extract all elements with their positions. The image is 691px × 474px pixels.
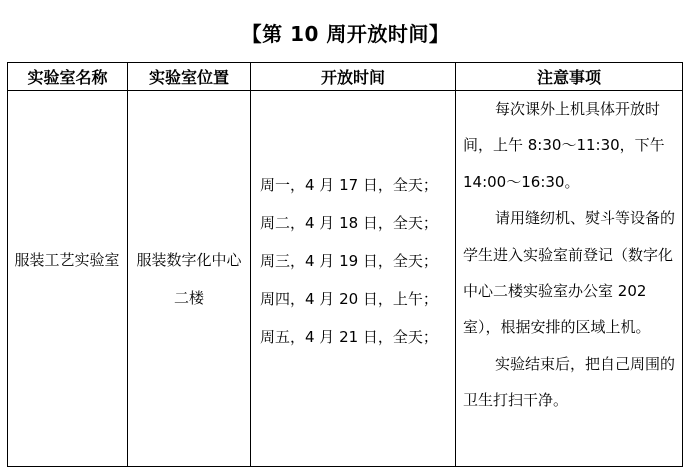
schedule-item: 周五，4 月 21 日，全天；	[260, 328, 438, 346]
note-cleanup: 实验结束后，把自己周围的卫生打扫干净。	[463, 354, 676, 410]
page-title: 【第 10 周开放时间】	[241, 22, 450, 46]
header-lab-name: 实验室名称	[27, 68, 108, 87]
column-divider-2	[250, 62, 251, 467]
notes-cell	[463, 91, 679, 419]
schedule-list	[260, 166, 454, 356]
note-open-hours: 每次课外上机具体开放时间，上午 8:30～11:30，下午 14:00～16:30。	[463, 100, 665, 191]
note-registration: 请用缝纫机、熨斗等设备的学生进入实验室前登记（数字化中心二楼实验室办公室 202 室），根据安排的区域上机。	[463, 209, 676, 337]
table-border-right	[682, 62, 683, 467]
lab-location-cell	[134, 241, 244, 317]
schedule-item: 周三，4 月 19 日，全天；	[260, 252, 438, 270]
lab-name-text: 服装工艺实验室	[14, 251, 120, 269]
header-open-time: 开放时间	[320, 68, 385, 87]
schedule-item: 周一，4 月 17 日，全天；	[260, 176, 438, 194]
header-notes: 注意事项	[536, 68, 601, 87]
table-border-bottom	[7, 466, 683, 467]
header-lab-location: 实验室位置	[148, 68, 229, 87]
lab-location-text: 服装数字化中心二楼	[136, 251, 242, 307]
column-divider-3	[455, 62, 456, 467]
schedule-item: 周四，4 月 20 日，上午；	[260, 290, 438, 308]
schedule-item: 周二，4 月 18 日，全天；	[260, 214, 438, 232]
lab-name-cell	[14, 241, 120, 279]
table-border-left	[7, 62, 8, 467]
column-divider-1	[127, 62, 128, 467]
